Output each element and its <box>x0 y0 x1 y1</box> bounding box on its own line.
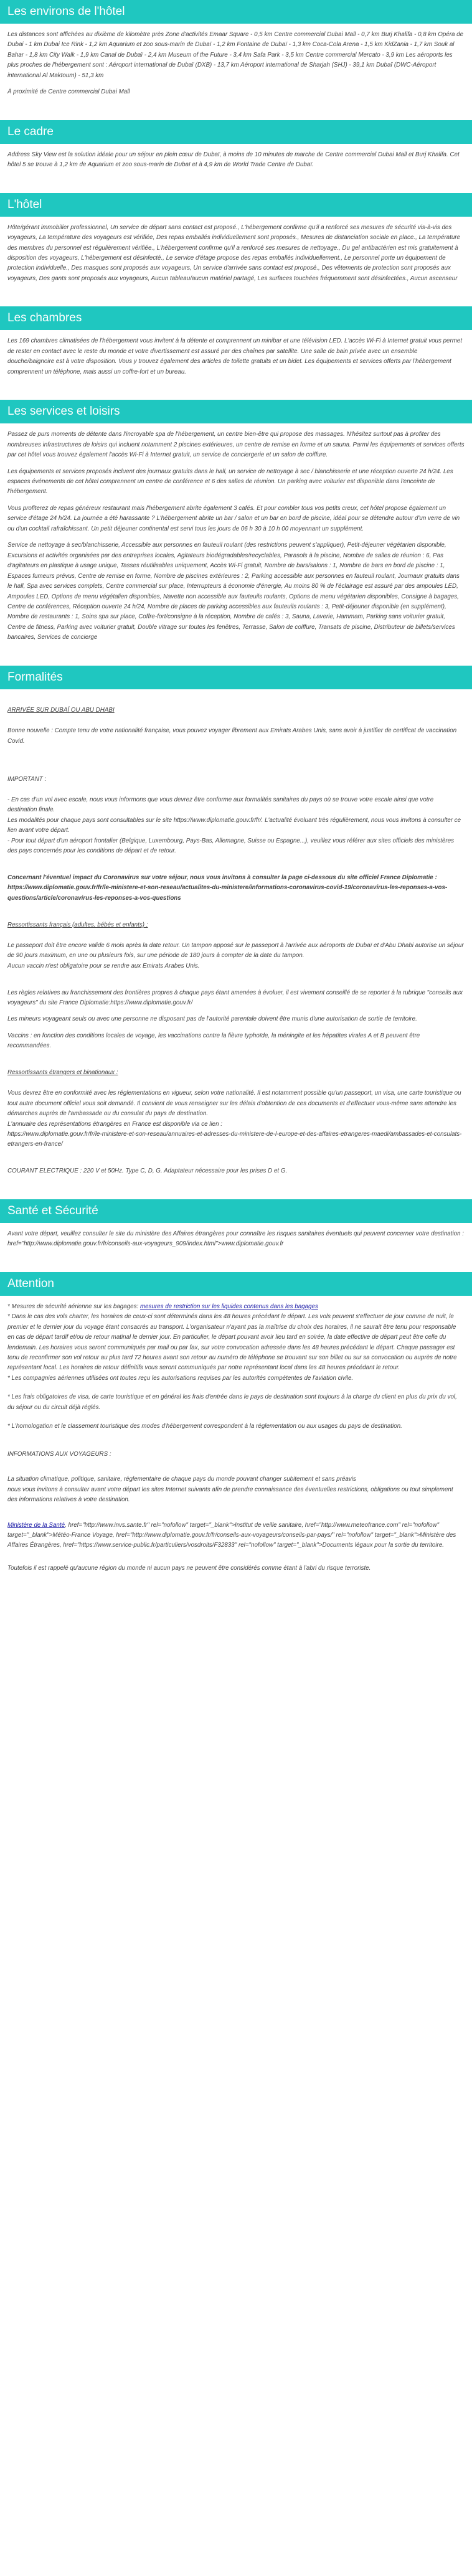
section-title-environs: Les environs de l'hôtel <box>0 0 472 24</box>
section-formalites <box>0 666 472 1177</box>
ministere-sante-link[interactable]: Ministère de la Santé <box>7 1521 65 1529</box>
chambres-text: Les 169 chambres climatisées de l'hébergement vous invitent à la détente et comprennent un minibar et une télévision LED. L'accès Wi-Fi à Internet gratuit vous permet de rester en contact avec le reste du monde et votre divertissement est assuré par des chaînes par satellite. Une salle de bain privée avec un ensemble douche/baignoire est à votre disposition. Vous y trouvez également des articles de toilette gratuits et un bidet. Les équipements et services offerts par l'hébergement comprennent un téléphone, mais aussi un coffre-fort et un bureau. <box>7 337 463 375</box>
formalites-covid: Concernant l'éventuel impact du Coronavirus sur votre séjour, nous vous invitons à consulter la page ci-dessous du site officiel France Diplomatie : https://www.diplomatie.gouv.fr/fr/le-ministere-et-son-reseau/actualites-du-ministere/informations-coronavirus-covid-19/coronavirus-les-reponses-a-vos-questions/article/coronavirus-les-reponses-a-vos-questions <box>7 874 448 902</box>
formalites-etrangers-text: Vous devrez être en conformité avec les réglementations en vigueur, selon votre nationalité. Il est notamment possible qu'un passeport, un visa, une carte touristique ou tout autre document officiel vous soit demandé. Il convient de vous renseigner sur les délais d'obtention de ces documents et d'effectuer vous-même sans attendre les démarches auprès de l'ambassade ou du consulat du pays de destination. L'annuaire des représentations étrangères en France est disponible via ce lien : https://www.diplomatie.gouv.fr/fr/le-ministere-et-son-reseau/annuaires-et-adresses-du-ministere-de-l-europe-et-des-affaires-etrangeres-maedi/ambassades-et-consulats-etrangers-en-france/ <box>7 1090 462 1148</box>
formalites-arrivee-text: Bonne nouvelle : Compte tenu de votre nationalité française, vous pouvez voyager librement aux Emirats Arabes Unis, sans avoir à justifier de certificat de vaccination Covid. <box>7 727 457 745</box>
environs-proximite: À proximité de Centre commercial Dubai Mall <box>7 88 130 96</box>
liquides-restriction-link[interactable]: mesures de restriction sur les liquides contenus dans les bagages <box>139 1303 318 1310</box>
formalites-courant: COURANT ELECTRIQUE : 220 V et 50Hz. Type C, D, G. Adaptateur nécessaire pour les prises D et G. <box>7 1168 288 1175</box>
services-equipements: Les équipements et services proposés incluent des journaux gratuits dans le hall, un service de nettoyage à sec / blanchisserie et une réception ouverte 24 h/24. Les espaces événements de cet hôtel comprennent un centre de conférence et 6 des salles de réunion. Un parking avec voiturier est disponible dans l'enceinte de l'hébergement. <box>7 468 453 496</box>
section-title-attention: Attention <box>0 1272 472 1296</box>
hotel-text: Hôte/gérant immobilier professionnel, Un service de départ sans contact est proposé., L'hébergement confirme qu'il a renforcé ses mesures de sécurité vis-à-vis des voyageurs, La température des voyageurs est vérifiée, Des repas emballés individuellement sont proposés., Mesures de distanciation sociale en place., La température des membres du personnel est régulièrement vérifiée., L'hébergement confirme qu'il a renforcé ses mesures de nettoyage., Du gel antibactérien est mis gratuitement à disposition des voyageurs, L'hébergement est désinfecté., Le service d'étage propose des repas emballés individuellement., Le personnel porte un équipement de protection individuelle., Des masques sont proposés aux voyageurs, Un service d'arrivée sans contact est proposé., Des vêtements de protection sont proposés aux voyageurs, Des gants sont proposés aux voyageurs, Aucun tableau/aucun matériel partagé, Les surfaces touchées fréquemment sont désinfectées., Aucun ascenseur <box>7 224 460 282</box>
formalites-vaccins: Vaccins : en fonction des conditions locales de voyage, les vaccinations contre la fièvre typhoïde, la méningite et les hépatites virales A et B peuvent être recommandées. <box>7 1032 420 1050</box>
section-title-services: Les services et loisirs <box>0 400 472 423</box>
attention-liens <box>0 1521 472 1551</box>
cadre-text: Address Sky View est la solution idéale pour un séjour en plein cœur de Dubaï, à moins de 10 minutes de marche de Centre commercial Dubai Mall et Burj Khalifa. Cet hôtel 5 se trouve à 1,2 km de Aquarium et zoo sous-marin de Dubaï et à 4,9 km de World Trade Centre de Dubaï. <box>7 151 460 169</box>
attention-situation: La situation climatique, politique, sanitaire, réglementaire de chaque pays du monde pouvant changer subitement et sans préavis nous vous invitons à consulter avant votre départ les sites Internet suivants afin de prendre connaissance des éventuelles restrictions, obligations ou tout simplement des informations relatives à votre destination. <box>7 1476 453 1504</box>
section-title-chambres: Les chambres <box>0 306 472 330</box>
attention-homologation: * L'homologation et le classement touristique des modes d'hébergement correspondent à la réglementation ou aux usages du pays de destination. <box>7 1423 402 1430</box>
attention-liens-rest: , href="http://www.invs.sante.fr" rel="nofollow" target="_blank">Institut de veille sanitaire, href="http://www.meteofrance.com" rel="nofollow" target="_blank">Météo-France Voyage, href="http://www.diplomatie.gouv.fr/fr/conseils-aux-voyageurs/conseils-par-pays/" rel="nofollow" target="_blank">Ministère des Affaires Étrangères, href="https://www.service-public.fr/particuliers/vosdroits/F32833" rel="nofollow" target="_blank">Documents légaux pour la sortie du territoire. <box>7 1521 456 1549</box>
section-title-cadre: Le cadre <box>0 120 472 144</box>
attention-bagages <box>0 1302 472 1312</box>
formalites-important-heading: IMPORTANT : <box>7 775 47 783</box>
formalites-regles: Les règles relatives au franchissement des frontières propres à chaque pays étant amenées à évoluer, il est vivement conseillé de se reporter à la rubrique "conseils aux voyageurs" du site France Diplomatie:https://www.diplomatie.gouv.fr/ <box>7 989 463 1006</box>
formalites-etrangers-heading: Ressortissants étrangers et binationaux : <box>7 1069 118 1077</box>
section-title-formalites: Formalités <box>0 666 472 689</box>
formalites-important-text: - En cas d'un vol avec escale, nous vous informons que vous devrez être conforme aux formalités sanitaires du pays où se trouve votre escale ainsi que votre destination finale. Les modalités pour chaque pays sont consultables sur le site https://www.diplomatie.gouv.fr/fr/. L'actualité évoluant très régulièrement, nous vous invitons à consulter ce lien avant votre départ. - Pour tout départ d'un aéroport frontalier (Belgique, Luxembourg, Pays-Bas, Allemagne, Suisse ou Espagne...), veuillez vous référer aux sites officiels des ministères des pays concernés pour les conditions de départ et de retour. <box>7 796 461 855</box>
section-title-hotel: L'hôtel <box>0 193 472 217</box>
section-services <box>0 400 472 643</box>
formalites-ressortissants-heading: Ressortissants français (adultes, bébés et enfants) : <box>7 921 148 928</box>
section-cadre <box>0 120 472 171</box>
services-spa: Passez de purs moments de détente dans l'incroyable spa de l'hébergement, un centre bien-être qui propose des massages. N'hésitez surtout pas à profiter des nombreuses infrastructures de loisirs qui incluent notamment 2 piscines extérieures, un centre de remise en forme et un sauna. Parmi les équipements et services offerts par cet hôtel vous trouvez également l'accès Wi-Fi à Internet gratuit, un service de conciergerie et un salon de coiffure. <box>7 431 465 459</box>
attention-infos-heading: INFORMATIONS AUX VOYAGEURS : <box>7 1450 111 1458</box>
sante-text: Avant votre départ, veuillez consulter le site du ministère des Affaires étrangères pour connaître les risques sanitaires éventuels qui peuvent concerner votre destination : href="http://www.diplomatie.gouv.fr/fr/conseils-aux-voyageurs_909/index.html">www.diplomatie.gouv.fr <box>7 1230 464 1248</box>
section-hotel <box>0 193 472 285</box>
services-restauration: Vous profiterez de repas généreux restaurant mais l'hébergement abrite également 3 cafés. Et pour combler tous vos petits creux, cet hôtel propose également un service d'étage 24 h/24. La journée a été harassante ? L'hébergement abrite un bar / salon et un bar en bord de piscine, idéal pour se détendre autour d'un verre de vin ou d'un cocktail rafraîchissant. Un petit déjeuner continental est servi tous les jours de 06 h 30 à 10 h 00 moyennant un supplément. <box>7 504 460 532</box>
services-liste: Service de nettoyage à sec/blanchisserie, Accessible aux personnes en fauteuil roulant (des restrictions peuvent s'appliquer), Petit-déjeuner végétarien disponible, Excursions et activités organisées par des entreprises locales, Agitateurs biodégradables/recyclables, Parasols à la piscine, Nombre de salles de réunion : 6, Pas d'agitateurs en plastique à usage unique, Tasses réutilisables uniquement, Accès Wi-Fi gratuit, Nombre de bars/salons : 1, Nombre de bars en bord de piscine : 1, Espaces fumeurs prévus, Centre de remise en forme, Nombre de piscines extérieures : 2, Parking accessible aux personnes en fauteuil roulant, Journaux gratuits dans le hall, Spa avec services complets, Centre commercial sur place, Interrupteurs à économie d'énergie, Au moins 80 % de l'éclairage est assuré par des ampoules LED, Ampoules LED, Options de menu végétalien disponibles, Navette non accessible aux fauteuils roulants, Options de menu végétarien disponibles, Consigne à bagages, Centre de conférences, Réception ouverte 24 h/24, Nombre de places de parking accessibles aux fauteuils roulants : 3, Petit-déjeuner disponible (en supplément), Nombre de restaurants : 1, Soins spa sur place, Coffre-fort/consigne à la réception, Nombre de cafés : 3, Sauna, Laverie, Hammam, Parking sans voiturier gratuit, Centre de fitness, Parking avec voiturier gratuit, Double vitrage sur toutes les fenêtres, Terrasse, Salon de coiffure, Transats de piscine, Distributeur de billets/services bancaires, Services de concierge <box>7 542 460 641</box>
formalites-arrivee-heading: ARRIVÉE SUR DUBAÏ OU ABU DHABI <box>7 707 115 714</box>
attention-vols: * Dans le cas des vols charter, les horaires de ceux-ci sont déterminés dans les 48 heures précédant le départ. Les vols peuvent s'effectuer de jour comme de nuit, le premier et le dernier jour du voyage étant consacrés au transport. L'organisateur n'ayant pas la maîtrise du choix des horaires, il ne saurait être tenu pour responsable en cas de départ tardif et/ou de retour matinal le dernier jour. En particulier, le départ pouvant avoir lieu tard en soirée, la date effective de départ peut être celle du lendemain. Les horaires vous seront communiqués par mail ou par fax, sur votre convocation adressée dans les 48 heures précédant le départ. Chaque passager est tenu de reconfirmer son vol retour au plus tard 72 heures avant son retour au numéro de téléphone se trouvant sur son billet ou sur sa convocation ou auprès de notre représentant local. Les horaires de retour définitifs vous seront communiqués par notre représentant local dans les 48 heures précédant le retour. * Les compagnies aériennes utilisées ont toutes reçu les autorisations requises par les autorités compétentes de l'aviation civile. <box>7 1313 457 1382</box>
attention-frais: * Les frais obligatoires de visa, de carte touristique et en général les frais d'entrée dans le pays de destination sont toujours à la charge du client en plus du prix du vol, du séjour ou du circuit déjà réglés. <box>7 1394 457 1411</box>
section-sante <box>0 1199 472 1250</box>
attention-terrorisme: Toutefois il est rappelé qu'aucune région du monde ni aucun pays ne peuvent être considérés comme étant à l'abri du risque terroriste. <box>7 1564 371 1572</box>
environs-distances: Les distances sont affichées au dixième de kilomètre près Zone d'activités Emaar Square - 0,5 km Centre commercial Dubai Mall - 0,7 km Burj Khalifa - 0,8 km Opéra de Dubai - 1 km Dubai Ice Rink - 1,2 km Aquarium et zoo sous-marin de Dubaï - 1,2 km Fontaine de Dubaï - 1,3 km Coca-Cola Arena - 1,5 km KidZania - 1,7 km Souk al Bahar - 1,8 km City Walk - 1,9 km Canal de Dubaï - 2,4 km Museum of the Future - 3,4 km Safa Park - 3,5 km Centre commercial Mercato - 3,9 km Les aéroports les plus proches de l'hébergement sont : Aéroport international de Dubaï (DXB) - 13,7 km Aéroport international de Sharjah (SHJ) - 39,1 km Dubaï (DWC-Aéroport international Al Maktoum) - 51,3 km <box>7 31 464 79</box>
attention-bagages-lead: * Mesures de sécurité aérienne sur les bagages: <box>7 1303 140 1310</box>
formalites-ressortissants-text: Le passeport doit être encore valide 6 mois après la date retour. Un tampon apposé sur le passeport à l'arrivée aux aéroports de Dubaï et d'Abu Dhabi autorise un séjour de 90 jours maximum, en une ou plusieurs fois, sur une période de 180 jours à compter de la date du tampon. Aucun vaccin n'est obligatoire pour se rendre aux Emirats Arabes Unis. <box>7 941 464 970</box>
section-attention <box>0 1272 472 1574</box>
section-title-sante: Santé et Sécurité <box>0 1199 472 1223</box>
formalites-mineurs: Les mineurs voyageant seuls ou avec une personne ne disposant pas de l'autorité parentale doivent être munis d'une autorisation de sortie de territoire. <box>7 1016 417 1023</box>
section-environs <box>0 0 472 98</box>
section-chambres <box>0 306 472 377</box>
